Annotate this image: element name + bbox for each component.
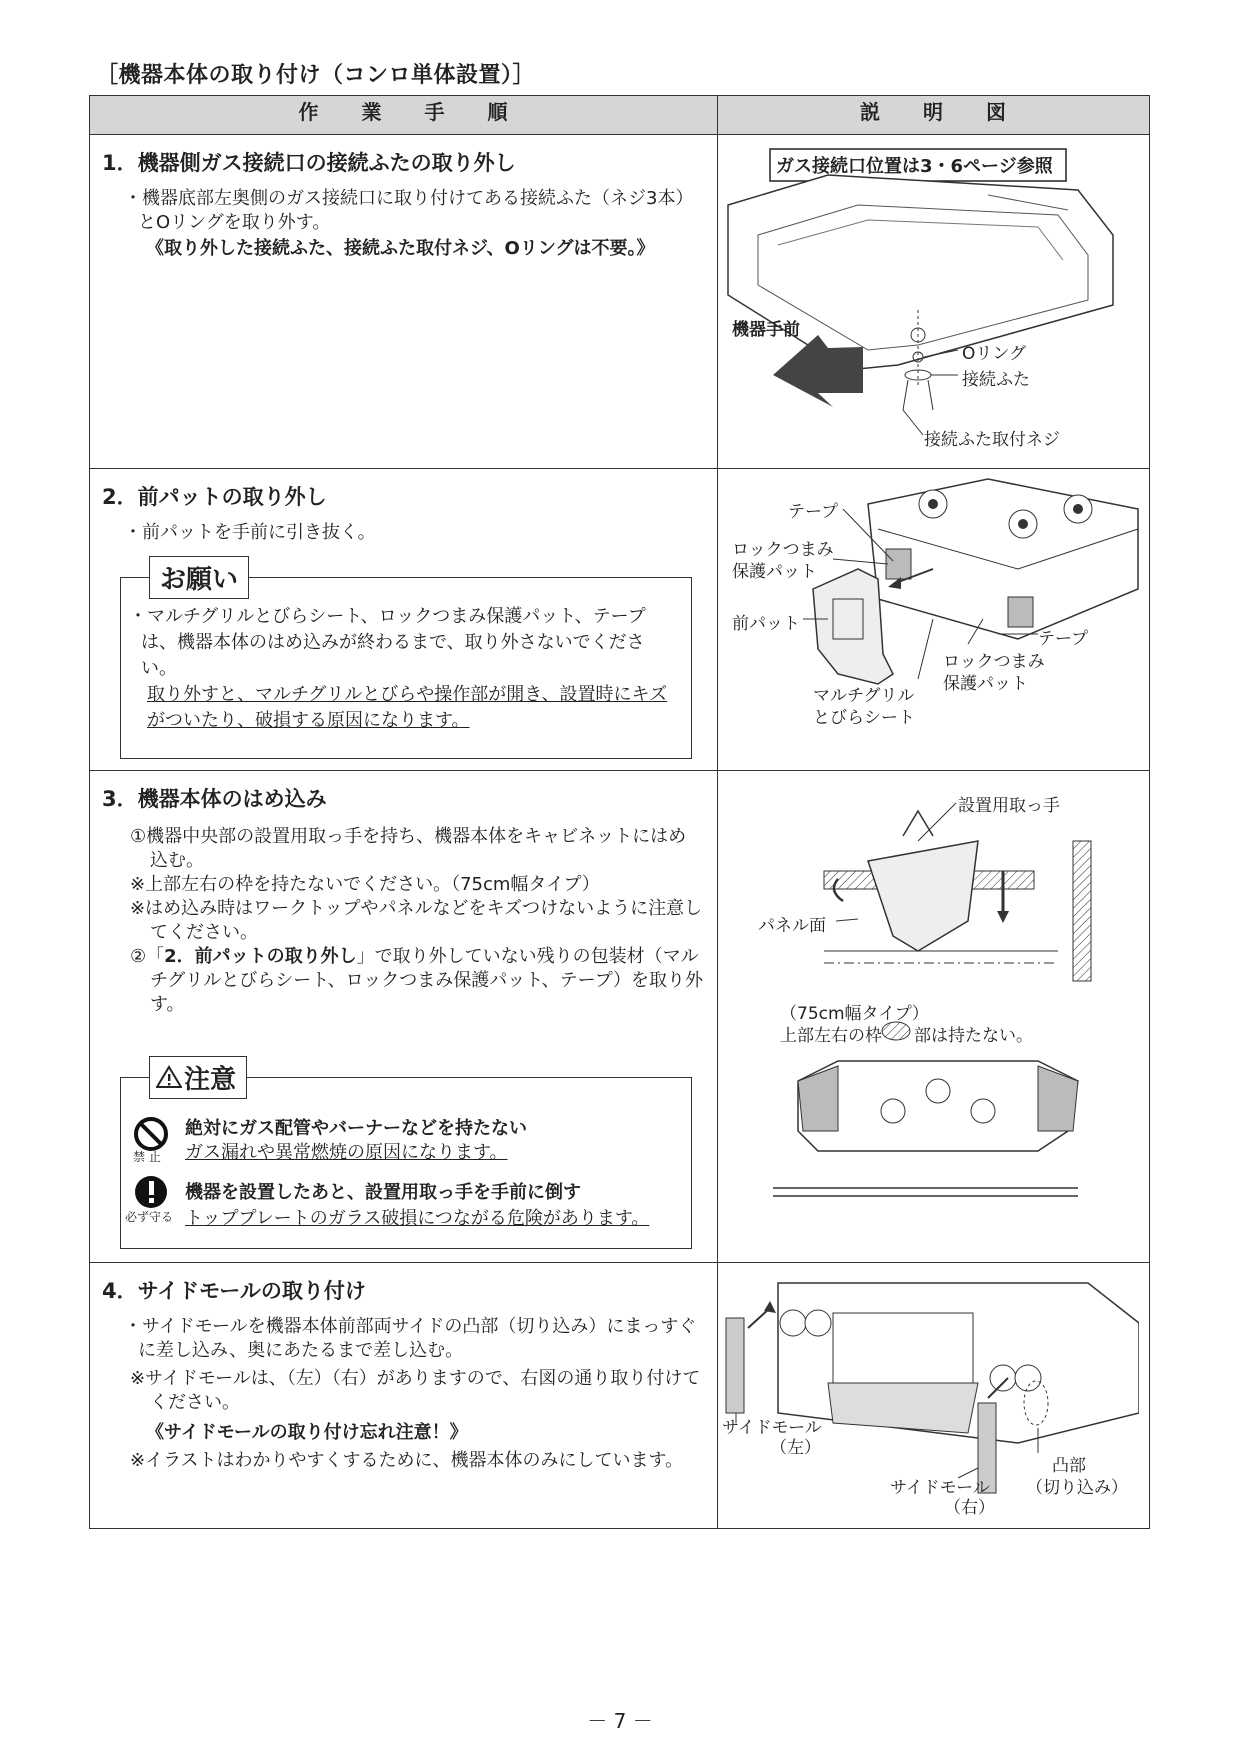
warning-icon: [156, 1065, 182, 1089]
side-mold-left-label-1: サイドモール: [722, 1418, 822, 1438]
grill-label-1: マルチグリル: [813, 686, 915, 706]
frame-label-a: 上部左右の枠: [780, 1026, 882, 1046]
page-title: ［機器本体の取り付け（コンロ単体設置）］: [96, 63, 536, 88]
caution-title: 注意: [149, 1056, 247, 1099]
request-text: ・マルチグリルとびらシート、ロックつまみ保護パット、テープは、機器本体のはめ込みが終わるまで、取り外さないでください。: [129, 606, 646, 679]
request-title: お願い: [149, 556, 249, 599]
step1-note: 《取り外した接続ふた、接続ふた取付ネジ、Oリングは不要。》: [146, 238, 655, 259]
front-label: 機器手前: [732, 320, 800, 340]
step3-item4: ②「2．前パットの取り外し」で取り外していない残りの包装材（マルチグリルとびらシート、ロックつまみ保護パット、テープ）を取り外す。: [130, 946, 703, 1015]
step3-item3: ※はめ込み時はワークトップやパネルなどをキズつけないように注意してください。: [130, 898, 703, 943]
caution-box: [120, 1065, 692, 1249]
step1-heading: 1．機器側ガス接続口の接続ふたの取り外し: [102, 151, 516, 175]
tape-label-2: テープ: [1038, 629, 1089, 649]
lock-pad-label-3: ロックつまみ: [943, 652, 1045, 672]
gas-port-illustration: [718, 135, 1139, 469]
side-mold-right-label-1: サイドモール: [890, 1478, 990, 1498]
tape-label: テープ: [788, 502, 839, 522]
step1-bullet: ・機器底部左奥側のガス接続口に取り付けてある接続ふた（ネジ3本）とOリングを取り外す。: [124, 188, 694, 233]
handle-label: 設置用取っ手: [958, 796, 1060, 816]
caution-1-head: 絶対にガス配管やバーナーなどを持たない: [185, 1118, 527, 1139]
step4-note1: ※サイドモールは、（左）（右）がありますので、右図の通り取り付けてください。: [130, 1368, 701, 1413]
caution-1-sub: ガス漏れや異常燃焼の原因になります。: [185, 1142, 508, 1163]
caution-2-head: 機器を設置したあと、設置用取っ手を手前に倒す: [185, 1182, 581, 1203]
step4-text: [90, 1263, 718, 1529]
header-figure: 説 明 図: [718, 96, 1150, 135]
step1-figure: [718, 135, 1150, 469]
panel-label: パネル面: [758, 916, 826, 936]
step3-text: [90, 771, 718, 1263]
request-box: [120, 565, 692, 759]
bump-label-1: 凸部: [1052, 1456, 1086, 1476]
cover-label: 接続ふた: [962, 370, 1030, 390]
caution-2-sub: トッププレートのガラス破損につながる危険があります。: [185, 1208, 650, 1229]
step3-item2: ※上部左右の枠を持たないでください。（75cm幅タイプ）: [130, 874, 600, 895]
gas-port-ref: ガス接続口位置は3・6ページ参照: [776, 156, 1053, 177]
step4-figure: [718, 1263, 1150, 1529]
instruction-table: [89, 95, 1150, 1529]
side-mold-left-label-2: （左）: [770, 1438, 821, 1458]
type-label: （75cm幅タイプ）: [780, 1004, 929, 1024]
front-pad-label: 前パット: [732, 614, 800, 634]
step4-bullet: ・サイドモールを機器本体前部両サイドの凸部（切り込み）にまっすぐに差し込み、奥にあたるまで差し込む。: [124, 1316, 697, 1361]
step2-heading: 2．前パットの取り外し: [102, 485, 327, 509]
oring-label: Oリング: [962, 344, 1027, 364]
step2-figure: [718, 469, 1150, 771]
step4-note2: ※イラストはわかりやすくするために、機器本体のみにしています。: [130, 1450, 684, 1471]
mandatory-label: 必ず守る: [125, 1210, 174, 1224]
step4-heading: 4．サイドモールの取り付け: [102, 1279, 366, 1303]
lock-pad-label-2: 保護パット: [732, 562, 817, 582]
step1-text: [90, 135, 718, 469]
screw-label: 接続ふた取付ネジ: [924, 430, 1060, 450]
lock-pad-label-4: 保護パット: [943, 674, 1028, 694]
page-number: － 7 －: [587, 1709, 653, 1733]
prohibited-label: 禁 止: [133, 1150, 161, 1164]
request-warning: 取り外すと、マルチグリルとびらや操作部が開き、設置時にキズがついたり、破損する原因になります。: [147, 684, 668, 731]
step3-item1: ①機器中央部の設置用取っ手を持ち、機器本体をキャビネットにはめ込む。: [130, 826, 687, 871]
grill-label-2: とびらシート: [813, 708, 915, 728]
step3-heading: 3．機器本体のはめ込み: [102, 787, 327, 811]
lock-pad-label-1: ロックつまみ: [732, 540, 834, 560]
side-mold-right-label-2: （右）: [944, 1498, 995, 1518]
step3-figure: [718, 771, 1150, 1263]
step2-text: [90, 469, 718, 771]
bump-label-2: （切り込み）: [1026, 1478, 1128, 1498]
frame-label-b: 部は持たない。: [914, 1026, 1033, 1046]
step4-warning: 《サイドモールの取り付け忘れ注意！》: [146, 1422, 468, 1443]
header-procedure: 作 業 手 順: [90, 96, 718, 135]
step2-bullet: ・前パットを手前に引き抜く。: [124, 522, 376, 543]
